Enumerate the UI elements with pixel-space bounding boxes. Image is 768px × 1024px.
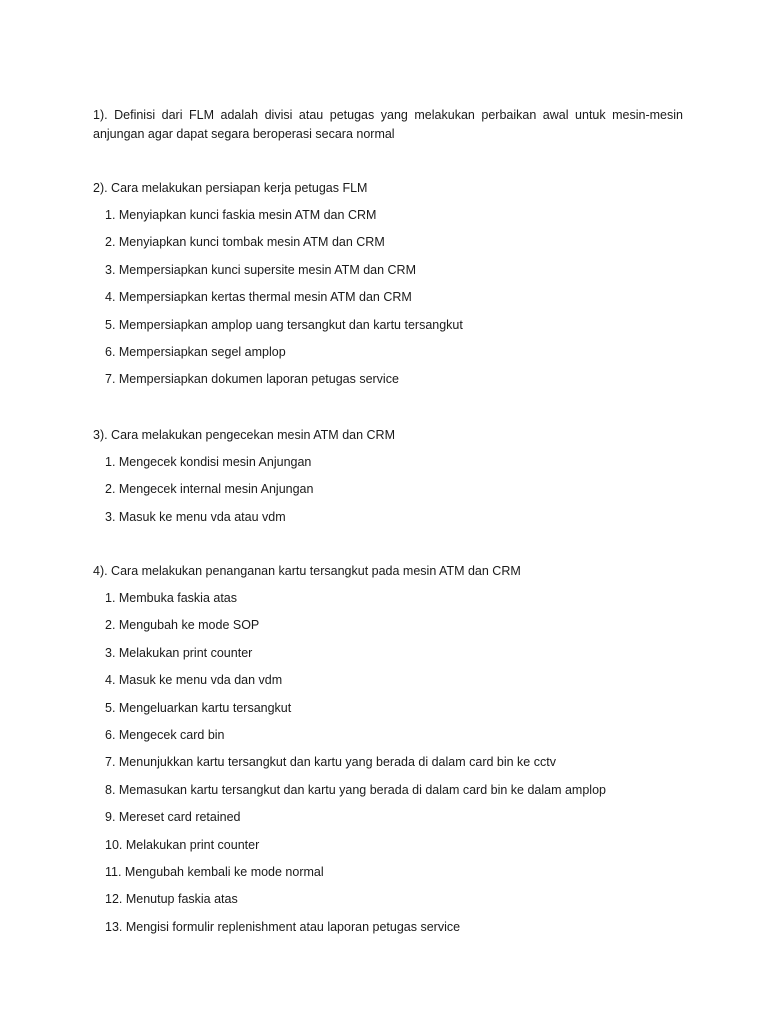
list-item: 7. Menunjukkan kartu tersangkut dan kartu yang berada di dalam card bin ke cctv xyxy=(105,755,556,770)
list-item: 3. Mempersiapkan kunci supersite mesin ATM dan CRM xyxy=(105,262,416,277)
inspection-steps-list xyxy=(93,453,683,535)
list-item: 2. Mengecek internal mesin Anjungan xyxy=(105,482,314,497)
list-item: 11. Mengubah kembali ke mode normal xyxy=(105,864,324,879)
section-2-preparation xyxy=(93,179,683,398)
section-3-heading: 3). Cara melakukan pengecekan mesin ATM dan CRM xyxy=(93,428,395,442)
list-item: 9. Mereset card retained xyxy=(105,810,241,825)
list-item: 1. Membuka faskia atas xyxy=(105,591,238,605)
stuck-card-steps-list xyxy=(93,589,683,945)
list-item: 8. Memasukan kartu tersangkut dan kartu yang berada di dalam card bin ke dalam amplop xyxy=(105,782,606,797)
list-item: 6. Mengecek card bin xyxy=(105,727,225,742)
section-1-definition xyxy=(93,106,683,144)
list-item: 6. Mempersiapkan segel amplop xyxy=(105,344,286,359)
list-item: 1. Menyiapkan kunci faskia mesin ATM dan CRM xyxy=(105,208,377,222)
list-item: 3. Melakukan print counter xyxy=(105,645,253,660)
list-item: 3. Masuk ke menu vda atau vdm xyxy=(105,509,286,524)
list-item: 1. Mengecek kondisi mesin Anjungan xyxy=(105,455,312,469)
list-item: 13. Mengisi formulir replenishment atau laporan petugas service xyxy=(105,919,461,934)
list-item: 7. Mempersiapkan dokumen laporan petugas service xyxy=(105,372,399,387)
list-item: 10. Melakukan print counter xyxy=(105,837,260,852)
list-item: 5. Mengeluarkan kartu tersangkut xyxy=(105,700,292,715)
list-item: 12. Menutup faskia atas xyxy=(105,892,238,907)
list-item: 4. Masuk ke menu vda dan vdm xyxy=(105,673,283,688)
list-item: 5. Mempersiapkan amplop uang tersangkut dan kartu tersangkut xyxy=(105,317,463,332)
list-item: 2. Mengubah ke mode SOP xyxy=(105,618,260,633)
definition-paragraph: 1). Definisi dari FLM adalah divisi atau petugas yang melakukan perbaikan awal untuk mesin-mesin anjungan agar dapat segara beroperasi secara normal xyxy=(93,108,683,141)
section-4-heading: 4). Cara melakukan penanganan kartu tersangkut pada mesin ATM dan CRM xyxy=(93,564,521,578)
section-3-inspection xyxy=(93,426,683,535)
section-4-stuck-card-handling xyxy=(93,562,683,945)
preparation-steps-list xyxy=(93,206,683,398)
list-item: 2. Menyiapkan kunci tombak mesin ATM dan CRM xyxy=(105,235,385,250)
list-item: 4. Mempersiapkan kertas thermal mesin ATM dan CRM xyxy=(105,290,412,305)
section-2-heading: 2). Cara melakukan persiapan kerja petugas FLM xyxy=(93,181,368,195)
